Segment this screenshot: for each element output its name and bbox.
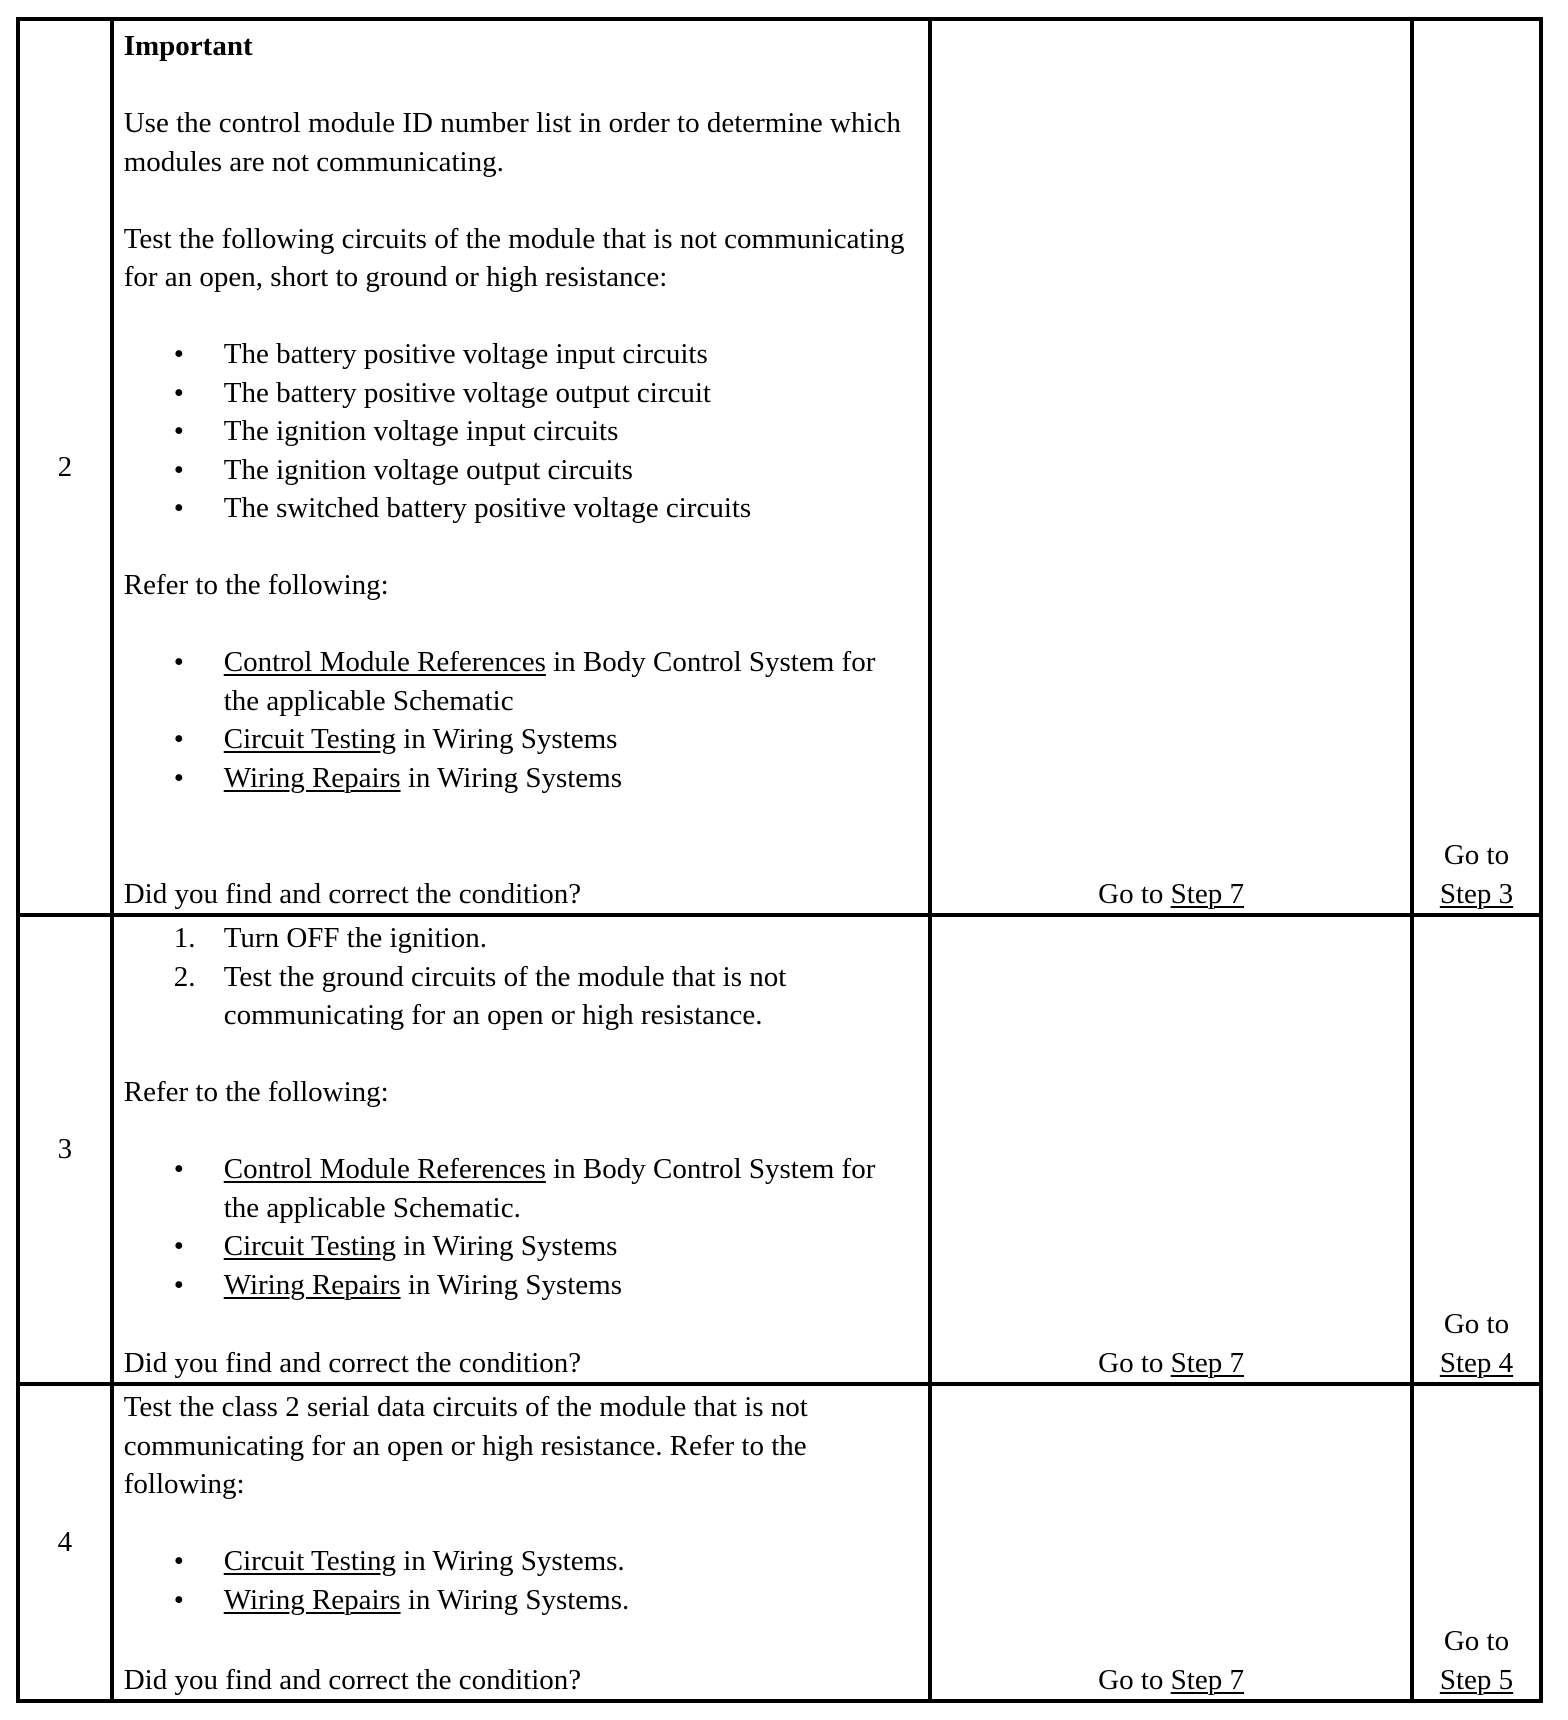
step-number-cell [18,915,112,1384]
no-result [1414,1622,1539,1699]
step-number: 4 [57,1526,73,1559]
list-item: • The ignition voltage output circuits [124,451,916,490]
step-number: 3 [57,1133,73,1166]
reference-list [124,1150,916,1304]
question-text: Did you find and correct the condition? [123,1663,582,1696]
list-item [124,643,916,720]
reference-text: in Wiring Systems [400,1268,623,1301]
reference-link[interactable]: Wiring Repairs [223,761,401,794]
list-item [124,720,916,759]
list-item: • The battery positive voltage output circuit [124,374,916,413]
circuit-list [124,335,916,528]
list-item [124,1542,916,1581]
table-row [18,915,1541,1384]
important-label: Important [123,30,253,62]
yes-prefix: Go to [1098,1346,1171,1379]
yes-step-link[interactable]: Step 7 [1170,1346,1244,1379]
yes-cell [930,915,1412,1384]
procedure-text: Test the ground circuits of the module that is not communicating for an open or high resistance. [223,960,787,1031]
reference-text: in Wiring Systems [395,723,618,755]
reference-link[interactable]: Wiring Repairs [223,1268,401,1301]
procedure-number: 1. [173,922,196,954]
reference-link[interactable]: Wiring Repairs [223,1583,401,1616]
table-row [18,19,1541,915]
no-cell [1412,19,1541,915]
no-step-link[interactable]: Step 3 [1439,877,1514,910]
reference-link[interactable]: Control Module References [223,1153,546,1185]
yes-step-link[interactable]: Step 7 [1170,1663,1244,1696]
reference-text: in Wiring Systems [400,761,623,794]
procedure-text: Turn OFF the ignition. [223,922,487,954]
reference-text: in Body Control System for the applicable Schematic [223,646,876,717]
list-item [124,958,916,1035]
list-item [124,1266,916,1305]
diagnostic-table [16,17,1543,1703]
yes-result [932,1344,1410,1383]
no-cell [1412,915,1541,1384]
no-step-link[interactable]: Step 4 [1439,1346,1514,1379]
instruction-paragraph: Test the following circuits of the module that is not communicating for an open, short to ground or high resistance: [123,222,905,293]
procedure-list [124,919,916,1035]
list-item: • The switched battery positive voltage circuits [124,489,916,528]
yes-cell [930,19,1412,915]
reference-list [124,643,916,797]
no-prefix: Go to [1443,1308,1510,1340]
instruction-paragraph: Test the class 2 serial data circuits of the module that is not communicating for an open or high resistance. Refer to the following: [123,1391,808,1500]
step-number-cell [18,19,112,915]
question-text: Did you find and correct the condition? [123,877,582,910]
no-result [1414,1305,1539,1382]
yes-prefix: Go to [1098,877,1171,910]
refer-label: Refer to the following: [123,569,389,601]
yes-cell [930,1384,1412,1701]
yes-result [932,875,1410,914]
reference-link[interactable]: Circuit Testing [223,1230,396,1262]
list-item [124,1150,916,1227]
reference-list [124,1542,916,1619]
list-item [124,919,916,958]
action-cell [112,915,930,1384]
reference-text: in Body Control System for the applicable Schematic. [223,1153,876,1224]
no-prefix: Go to [1443,1625,1510,1657]
action-cell [112,19,930,915]
list-item [124,1227,916,1266]
yes-prefix: Go to [1098,1663,1171,1696]
list-item: • The battery positive voltage input circuits [124,335,916,374]
no-step-link[interactable]: Step 5 [1439,1663,1514,1696]
no-cell [1412,1384,1541,1701]
refer-label: Refer to the following: [123,1076,389,1108]
list-item [124,1581,916,1620]
step-number: 2 [57,450,73,483]
no-prefix: Go to [1443,839,1510,871]
reference-link[interactable]: Circuit Testing [223,1545,396,1577]
question-text: Did you find and correct the condition? [123,1346,582,1379]
reference-link[interactable]: Circuit Testing [223,723,396,755]
list-item: • The ignition voltage input circuits [124,412,916,451]
reference-text: in Wiring Systems. [395,1545,625,1577]
yes-step-link[interactable]: Step 7 [1170,877,1244,910]
reference-link[interactable]: Control Module References [223,646,546,678]
action-cell [112,1384,930,1701]
reference-text: in Wiring Systems. [400,1583,630,1616]
procedure-number: 2. [173,960,196,993]
table-row [18,1384,1541,1701]
step-number-cell [18,1384,112,1701]
no-result [1414,836,1539,913]
list-item [124,759,916,798]
reference-text: in Wiring Systems [395,1230,618,1262]
instruction-paragraph: Use the control module ID number list in order to determine which modules are not communicating. [123,107,901,178]
yes-result [932,1661,1410,1700]
